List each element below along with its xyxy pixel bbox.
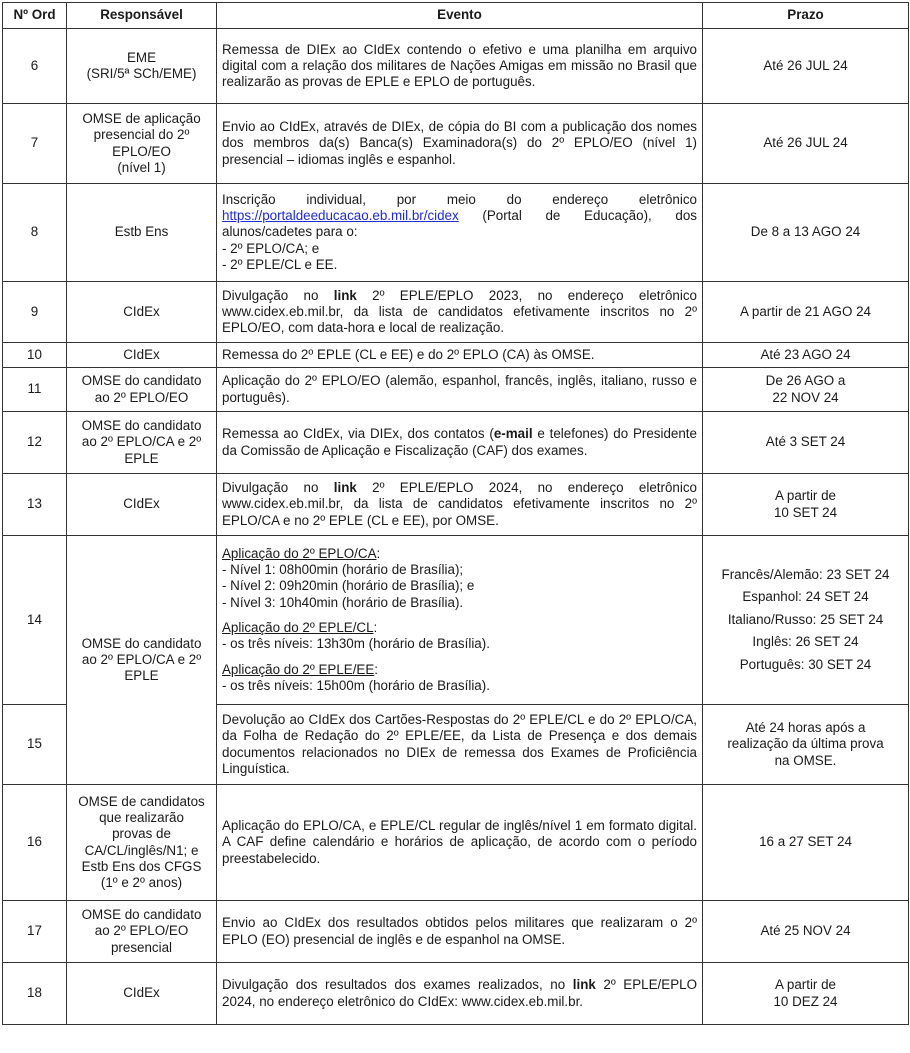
prazo-cell: Até 26 JUL 24 xyxy=(703,104,909,184)
prazo-cell: Até 3 SET 24 xyxy=(703,412,909,474)
prazo-line: Inglês: 26 SET 24 xyxy=(752,634,859,650)
responsavel-cell xyxy=(67,368,217,412)
responsavel-line: ao 2º EPLO/EO xyxy=(94,923,189,939)
evento-item: - os três níveis: 13h30m (horário de Brasília). xyxy=(222,636,490,652)
table-row xyxy=(3,785,909,901)
responsavel-cell: CIdEx xyxy=(67,343,217,368)
table-row xyxy=(3,343,909,368)
evento-text: Divulgação no xyxy=(222,287,334,303)
responsavel-cell xyxy=(67,104,217,184)
prazo-line: Espanhol: 24 SET 24 xyxy=(742,589,869,605)
header-ord: Nº Ord xyxy=(3,3,67,29)
prazo-cell: Até 26 JUL 24 xyxy=(703,29,909,104)
responsavel-cell xyxy=(67,536,217,785)
responsavel-line: EPLE xyxy=(124,450,159,466)
prazo-cell xyxy=(703,474,909,536)
responsavel-cell xyxy=(67,901,217,963)
evento-text: Remessa ao CIdEx, via DIEx, dos contatos ( xyxy=(222,426,494,442)
responsavel-line: ao 2º EPLO/CA e 2º xyxy=(81,651,202,667)
ord-cell: 7 xyxy=(3,104,67,184)
evento-cell xyxy=(217,184,703,282)
responsavel-line: OMSE de aplicação xyxy=(82,110,201,126)
ord-cell: 10 xyxy=(3,343,67,368)
responsavel-cell: Estb Ens xyxy=(67,184,217,282)
evento-item: - Nível 3: 10h40min (horário de Brasília). xyxy=(222,594,464,610)
evento-text: 2º EPLE/EPLO 2023, no endereço eletrônico www.cidex.eb.mil.br, da lista de candidatos efetivamente inscritos no 2º EPLO/EO, com data-hora e local de realização. xyxy=(222,287,697,336)
prazo-cell: De 8 a 13 AGO 24 xyxy=(703,184,909,282)
evento-cell: Aplicação do EPLO/CA, e EPLE/CL regular de inglês/nível 1 em formato digital. A CAF define calendário e horários de aplicação, de acordo com o período preestabelecido. xyxy=(217,785,703,901)
ord-cell: 11 xyxy=(3,368,67,412)
responsavel-line: OMSE do candidato xyxy=(81,418,202,434)
ord-cell: 12 xyxy=(3,412,67,474)
evento-text: 2º EPLE/EPLO 2024, no endereço eletrônico do CIdEx: www.cidex.eb.mil.br. xyxy=(222,977,697,1009)
responsavel-cell: CIdEx xyxy=(67,474,217,536)
prazo-cell xyxy=(703,705,909,785)
evento-cell xyxy=(217,536,703,705)
prazo-line: 22 NOV 24 xyxy=(772,389,839,405)
prazo-line: A partir de xyxy=(774,977,837,993)
evento-cell: Remessa do 2º EPLE (CL e EE) e do 2º EPLO (CA) às OMSE. xyxy=(217,343,703,368)
ord-cell: 6 xyxy=(3,29,67,104)
ord-cell: 14 xyxy=(3,536,67,705)
responsavel-cell: CIdEx xyxy=(67,282,217,343)
evento-text: Inscrição individual, por meio do endereço eletrônico xyxy=(222,191,697,207)
ord-cell: 15 xyxy=(3,705,67,785)
table-row xyxy=(3,282,909,343)
prazo-cell: Até 25 NOV 24 xyxy=(703,901,909,963)
evento-cell xyxy=(217,412,703,474)
responsavel-cell: CIdEx xyxy=(67,963,217,1025)
responsavel-line: OMSE do candidato xyxy=(81,635,202,651)
ord-cell: 9 xyxy=(3,282,67,343)
table-row xyxy=(3,29,909,104)
prazo-line: 10 DEZ 24 xyxy=(773,993,838,1009)
responsavel-line: EPLE xyxy=(124,668,159,684)
responsavel-line: ao 2º EPLO/CA e 2º xyxy=(81,434,202,450)
evento-item: - Nível 2: 09h20min (horário de Brasília); e xyxy=(222,578,475,594)
prazo-line: A partir de xyxy=(774,488,837,504)
prazo-cell: 16 a 27 SET 24 xyxy=(703,785,909,901)
table-row xyxy=(3,901,909,963)
prazo-cell xyxy=(703,963,909,1025)
table-row xyxy=(3,536,909,705)
responsavel-line: que realizarão xyxy=(99,809,184,825)
responsavel-line: ao 2º EPLO/EO xyxy=(94,389,189,405)
responsavel-cell xyxy=(67,29,217,104)
responsavel-cell xyxy=(67,785,217,901)
evento-item: - 2º EPLO/CA; e xyxy=(222,240,320,256)
responsavel-line: presencial xyxy=(110,939,173,955)
evento-bold: link xyxy=(572,977,596,993)
responsavel-line: OMSE do candidato xyxy=(81,373,202,389)
evento-item: - 2º EPLE/CL e EE. xyxy=(222,256,338,272)
evento-item: - os três níveis: 15h00m (horário de Brasília). xyxy=(222,677,490,693)
schedule-table xyxy=(2,2,909,1025)
prazo-line: De 26 AGO a xyxy=(765,373,846,389)
evento-cell: Aplicação do 2º EPLO/EO (alemão, espanhol, francês, inglês, italiano, russo e português). xyxy=(217,368,703,412)
prazo-cell: A partir de 21 AGO 24 xyxy=(703,282,909,343)
table-row xyxy=(3,412,909,474)
evento-text: e telefones) do Presidente da Comissão de Aplicação e Fiscalização (CAF) dos exames. xyxy=(222,426,697,458)
table-row xyxy=(3,368,909,412)
evento-cell: Envio ao CIdEx dos resultados obtidos pelos militares que realizaram o 2º EPLO (EO) presencial de inglês e de espanhol na OMSE. xyxy=(217,901,703,963)
prazo-line: 10 SET 24 xyxy=(773,504,838,520)
prazo-cell xyxy=(703,536,909,705)
table-row xyxy=(3,104,909,184)
evento-cell xyxy=(217,963,703,1025)
portal-link[interactable]: https://portaldeeducacao.eb.mil.br/cidex xyxy=(222,208,459,224)
evento-text: Divulgação no xyxy=(222,480,334,496)
evento-cell: Devolução ao CIdEx dos Cartões-Respostas do 2º EPLE/CL e do 2º EPLO/CA, da Folha de Redação do 2º EPLE/EE, da Lista de Presença e dos demais documentos relacionados no DIEx de remessa dos Exames de Proficiência Linguística. xyxy=(217,705,703,785)
header-evento: Evento xyxy=(217,3,703,29)
prazo-cell xyxy=(703,368,909,412)
responsavel-line: OMSE de candidatos xyxy=(78,793,205,809)
responsavel-cell xyxy=(67,412,217,474)
table-row xyxy=(3,184,909,282)
evento-item: - Nível 1: 08h00min (horário de Brasília); xyxy=(222,562,464,578)
responsavel-line: provas de xyxy=(112,826,171,842)
evento-cell: Envio ao CIdEx, através de DIEx, de cópia do BI com a publicação dos nomes dos membros da(s) Banca(s) Examinadora(s) do 2º EPLO/EO (nível 1) presencial – idiomas inglês e espanhol. xyxy=(217,104,703,184)
evento-text: Divulgação dos resultados dos exames realizados, no xyxy=(222,977,573,993)
responsavel-line: presencial do 2º xyxy=(93,127,190,143)
responsavel-line: EPLO/EO xyxy=(112,143,171,159)
responsavel-line: EME xyxy=(126,49,157,65)
evento-text: (Portal de Educação), dos alunos/cadetes para o: xyxy=(222,208,697,240)
header-responsavel: Responsável xyxy=(67,3,217,29)
responsavel-line: (nível 1) xyxy=(117,159,166,175)
evento-bold: link xyxy=(333,480,357,496)
prazo-line: Francês/Alemão: 23 SET 24 xyxy=(721,566,890,582)
evento-heading: Aplicação do 2º EPLO/CA: xyxy=(222,545,381,561)
evento-cell: Remessa de DIEx ao CIdEx contendo o efetivo e uma planilha em arquivo digital com a relação dos militares de Nações Amigas em missão no Brasil que realizarão as provas de EPLE e EPLO de português. xyxy=(217,29,703,104)
prazo-line: na OMSE. xyxy=(774,752,837,768)
prazo-cell: Até 23 AGO 24 xyxy=(703,343,909,368)
ord-cell: 17 xyxy=(3,901,67,963)
ord-cell: 13 xyxy=(3,474,67,536)
prazo-line: Português: 30 SET 24 xyxy=(739,656,872,672)
table-row xyxy=(3,963,909,1025)
prazo-line: Até 24 horas após a xyxy=(745,720,866,736)
evento-bold: e-mail xyxy=(493,426,533,442)
prazo-line: realização da última prova xyxy=(727,736,884,752)
responsavel-line: OMSE do candidato xyxy=(81,907,202,923)
responsavel-line: Estb Ens dos CFGS xyxy=(81,858,202,874)
header-row xyxy=(3,3,909,29)
evento-bold: link xyxy=(333,287,357,303)
responsavel-line: (1º e 2º anos) xyxy=(100,875,183,891)
responsavel-line: (SRI/5ª SCh/EME) xyxy=(86,66,197,81)
evento-cell xyxy=(217,282,703,343)
prazo-line: Italiano/Russo: 25 SET 24 xyxy=(727,611,884,627)
table-row xyxy=(3,474,909,536)
evento-heading: Aplicação do 2º EPLE/EE: xyxy=(222,661,379,677)
evento-text: 2º EPLE/EPLO 2024, no endereço eletrônico www.cidex.eb.mil.br, da lista de candidatos efetivamente inscritos no 2º EPLO/CA e no 2º EPLE (CL e EE), por OMSE. xyxy=(222,480,697,528)
evento-heading: Aplicação do 2º EPLE/CL: xyxy=(222,620,378,635)
ord-cell: 16 xyxy=(3,785,67,901)
ord-cell: 18 xyxy=(3,963,67,1025)
ord-cell: 8 xyxy=(3,184,67,282)
evento-cell xyxy=(217,474,703,536)
header-prazo: Prazo xyxy=(703,3,909,29)
responsavel-line: CA/CL/inglês/N1; e xyxy=(84,842,199,858)
